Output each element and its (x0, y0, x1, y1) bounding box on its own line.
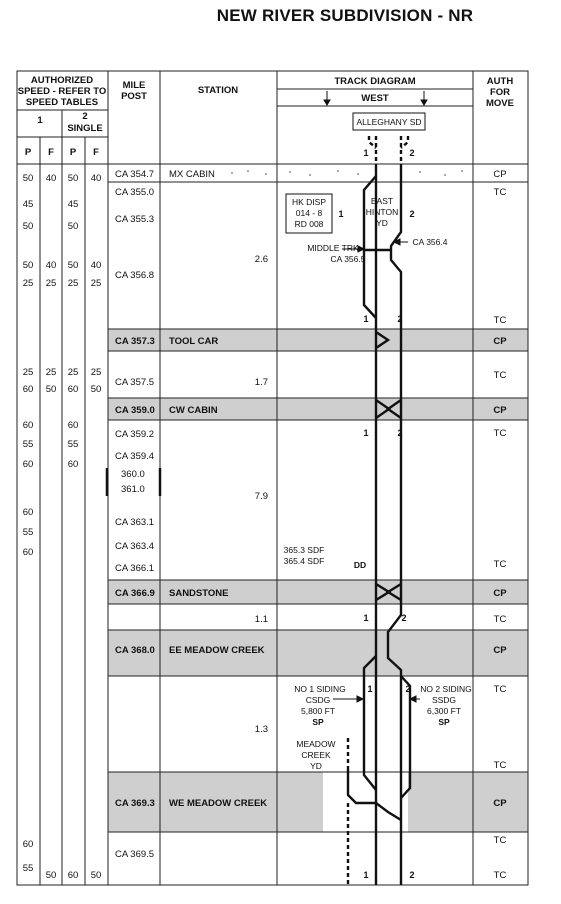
speed-value: 40 (45, 173, 57, 184)
header-west: WEST (361, 93, 389, 104)
table-grid (17, 71, 528, 885)
track-number-2: 2 (397, 428, 403, 438)
row-shade-we-meadow-creek-right (408, 772, 528, 832)
speed-value: 55 (22, 527, 34, 538)
header-f: F (93, 147, 99, 158)
track-number-2: 2 (405, 684, 411, 694)
hk-disp-label: 014 - 8 (295, 208, 323, 218)
milepost: CA 357.5 (115, 377, 155, 388)
auth-for-move: CP (493, 405, 507, 416)
no2-siding-label: 6,300 FT (426, 706, 462, 716)
dd-label: DD (353, 560, 367, 570)
speed-value: 50 (90, 870, 102, 881)
sdf-label: 365.4 SDF (283, 556, 325, 566)
track-number-2: 2 (409, 870, 415, 880)
track-number-2: 2 (409, 209, 415, 219)
track-2 (388, 164, 401, 885)
station-column (169, 169, 267, 809)
milepost-column (115, 169, 155, 860)
milepost: CA 357.3 (115, 336, 155, 347)
stipple-dot (357, 173, 359, 175)
milepost: CA 359.4 (115, 451, 155, 462)
speed-value: 50 (22, 260, 34, 271)
speed-value: 55 (22, 439, 34, 450)
speed-value: 55 (22, 863, 34, 874)
header-post: POST (121, 91, 147, 102)
no1-siding-label: NO 1 SIDING (294, 684, 346, 694)
auth-for-move: TC (493, 684, 507, 695)
stipple-dot (231, 172, 233, 174)
sdf-label: 365.3 SDF (283, 545, 325, 555)
auth-for-move: TC (493, 370, 507, 381)
auth-for-move: TC (493, 187, 507, 198)
speed-value: 25 (22, 278, 34, 289)
speed-value: 60 (22, 547, 34, 558)
speed-value: 60 (67, 420, 79, 431)
header-for: FOR (489, 87, 511, 98)
east-hinton-label: YD (376, 218, 388, 228)
speed-value: 60 (67, 870, 79, 881)
speed-value: 40 (45, 260, 57, 271)
station-name: TOOL CAR (169, 336, 219, 347)
stipple-dot (247, 170, 249, 172)
auth-for-move: CP (493, 336, 507, 347)
auth-for-move: CP (493, 169, 507, 180)
milepost: CA 366.1 (115, 563, 155, 574)
speed-value: 25 (45, 367, 57, 378)
milepost: CA 368.0 (115, 645, 155, 656)
auth-for-move: CP (493, 798, 507, 809)
header-f: F (48, 147, 54, 158)
auth-for-move: TC (493, 870, 507, 881)
distance: 2.6 (254, 254, 268, 265)
milepost: CA 356.8 (115, 270, 155, 281)
no1-siding-label: CSDG (305, 695, 331, 705)
station-name: EE MEADOW CREEK (169, 645, 265, 656)
speed-value: 50 (45, 870, 57, 881)
stipple-dot (444, 174, 446, 176)
east-hinton-label: EAST (370, 196, 394, 206)
stipple-dot (419, 171, 421, 173)
speed-value: 40 (90, 260, 102, 271)
track-number-1: 1 (338, 209, 344, 219)
no1-siding-arrow-head (357, 696, 363, 702)
meadow-creek-yard-label: YD (310, 761, 322, 771)
station-name: SANDSTONE (169, 588, 229, 599)
milepost: CA 363.4 (115, 541, 155, 552)
speed-value: 55 (67, 439, 79, 450)
distance: 1.7 (254, 377, 268, 388)
track-number-2: 2 (409, 148, 415, 158)
speed-value: 50 (90, 384, 102, 395)
milepost: CA 355.3 (115, 214, 155, 225)
no2-siding-label: NO 2 SIDING (420, 684, 472, 694)
speed-value: 25 (90, 278, 102, 289)
header-col2: 2 (82, 111, 88, 122)
no2-siding-label: SSDG (431, 695, 457, 705)
milepost: 361.0 (121, 484, 145, 495)
speed-value: 60 (22, 839, 34, 850)
table-header (18, 75, 514, 158)
header-col1: 1 (37, 115, 43, 126)
milepost: CA 359.0 (115, 405, 155, 416)
speed-value: 25 (67, 367, 79, 378)
speed-value: 45 (67, 199, 79, 210)
middle-trk-mp: CA 356.5 (330, 254, 366, 264)
west-arrow-right-head (421, 100, 427, 105)
meadow-creek-yard-label: CREEK (301, 750, 331, 760)
track-number-1: 1 (363, 870, 369, 880)
speed-value: 60 (22, 420, 34, 431)
speed-value: 60 (22, 507, 34, 518)
speed-value: 60 (67, 384, 79, 395)
auth-for-move: TC (493, 428, 507, 439)
hk-disp-label: HK DISP (291, 197, 327, 207)
crossover-we-meadow (376, 803, 401, 820)
speed-value: 45 (22, 199, 34, 210)
stipple-dot (309, 174, 311, 176)
auth-for-move: CP (493, 645, 507, 656)
station-name: CW CABIN (169, 405, 218, 416)
auth-for-move: TC (493, 559, 507, 570)
distance: 1.1 (254, 614, 268, 625)
mx-cabin-stipple (231, 170, 463, 176)
no1-siding-label: SP (312, 717, 324, 727)
track-number-2: 2 (397, 314, 403, 324)
speed-value: 60 (22, 384, 34, 395)
speed-value: 25 (90, 367, 102, 378)
speed-value: 50 (67, 260, 79, 271)
hk-disp-label: RD 008 (294, 219, 324, 229)
speed-value: 40 (90, 173, 102, 184)
milepost: CA 354.7 (115, 169, 155, 180)
milepost: CA 369.3 (115, 798, 155, 809)
speed-value: 60 (22, 459, 34, 470)
milepost: CA 369.5 (115, 849, 155, 860)
track-number-1: 1 (363, 314, 369, 324)
station-name: WE MEADOW CREEK (169, 798, 268, 809)
alleghany-label: ALLEGHANY SD (356, 117, 422, 127)
east-hinton-label: HINTON (365, 207, 399, 217)
track-number-1: 1 (363, 428, 369, 438)
header-col2-single: SINGLE (67, 123, 103, 134)
no2-siding-label: SP (438, 717, 450, 727)
distance: 1.3 (254, 724, 268, 735)
milepost: CA 366.9 (115, 588, 155, 599)
page-title: NEW RIVER SUBDIVISION - NR (216, 6, 474, 25)
stipple-dot (265, 173, 267, 175)
track-number-1: 1 (367, 684, 373, 694)
speed-value: 50 (67, 221, 79, 232)
table-border (17, 71, 528, 885)
header-mile: MILE (122, 80, 146, 91)
stipple-dot (289, 171, 291, 173)
auth-for-move: TC (493, 760, 507, 771)
track-number-1: 1 (363, 148, 369, 158)
track-number-2: 2 (401, 613, 407, 623)
stipple-dot (461, 170, 463, 172)
distance: 7.9 (254, 491, 268, 502)
milepost: 360.0 (121, 469, 145, 480)
middle-trk-label: MIDDLE TRK (307, 243, 359, 253)
speed-value: 25 (67, 278, 79, 289)
auth-for-move: TC (493, 614, 507, 625)
speed-value: 25 (22, 367, 34, 378)
track-number-1: 1 (363, 613, 369, 623)
header-speed: SPEED TABLES (25, 97, 99, 108)
header-speed: SPEED - REFER TO (17, 86, 107, 97)
speed-value: 50 (67, 173, 79, 184)
milepost: CA 363.1 (115, 517, 155, 528)
meadow-creek-yard-label: MEADOW (296, 739, 336, 749)
ca-3564-label: CA 356.4 (412, 237, 448, 247)
speed-value: 25 (45, 278, 57, 289)
header-track-diagram: TRACK DIAGRAM (334, 76, 416, 87)
speed-value: 50 (45, 384, 57, 395)
header-p: P (24, 147, 32, 158)
header-p: P (69, 147, 77, 158)
no1-siding-label: 5,800 FT (300, 706, 336, 716)
speed-value: 50 (22, 173, 34, 184)
auth-for-move: CP (493, 588, 507, 599)
milepost: CA 355.0 (115, 187, 155, 198)
auth-for-move: TC (493, 315, 507, 326)
stipple-dot (337, 170, 339, 172)
header-auth: AUTH (486, 76, 514, 87)
station-name: MX CABIN (169, 169, 215, 180)
header-station: STATION (197, 85, 239, 96)
auth-for-move: TC (493, 835, 507, 846)
milepost: CA 359.2 (115, 429, 155, 440)
west-arrow-left-head (324, 100, 330, 105)
header-speed: AUTHORIZED (30, 75, 94, 86)
header-move: MOVE (486, 98, 514, 109)
speed-value: 50 (22, 221, 34, 232)
speed-value: 60 (67, 459, 79, 470)
